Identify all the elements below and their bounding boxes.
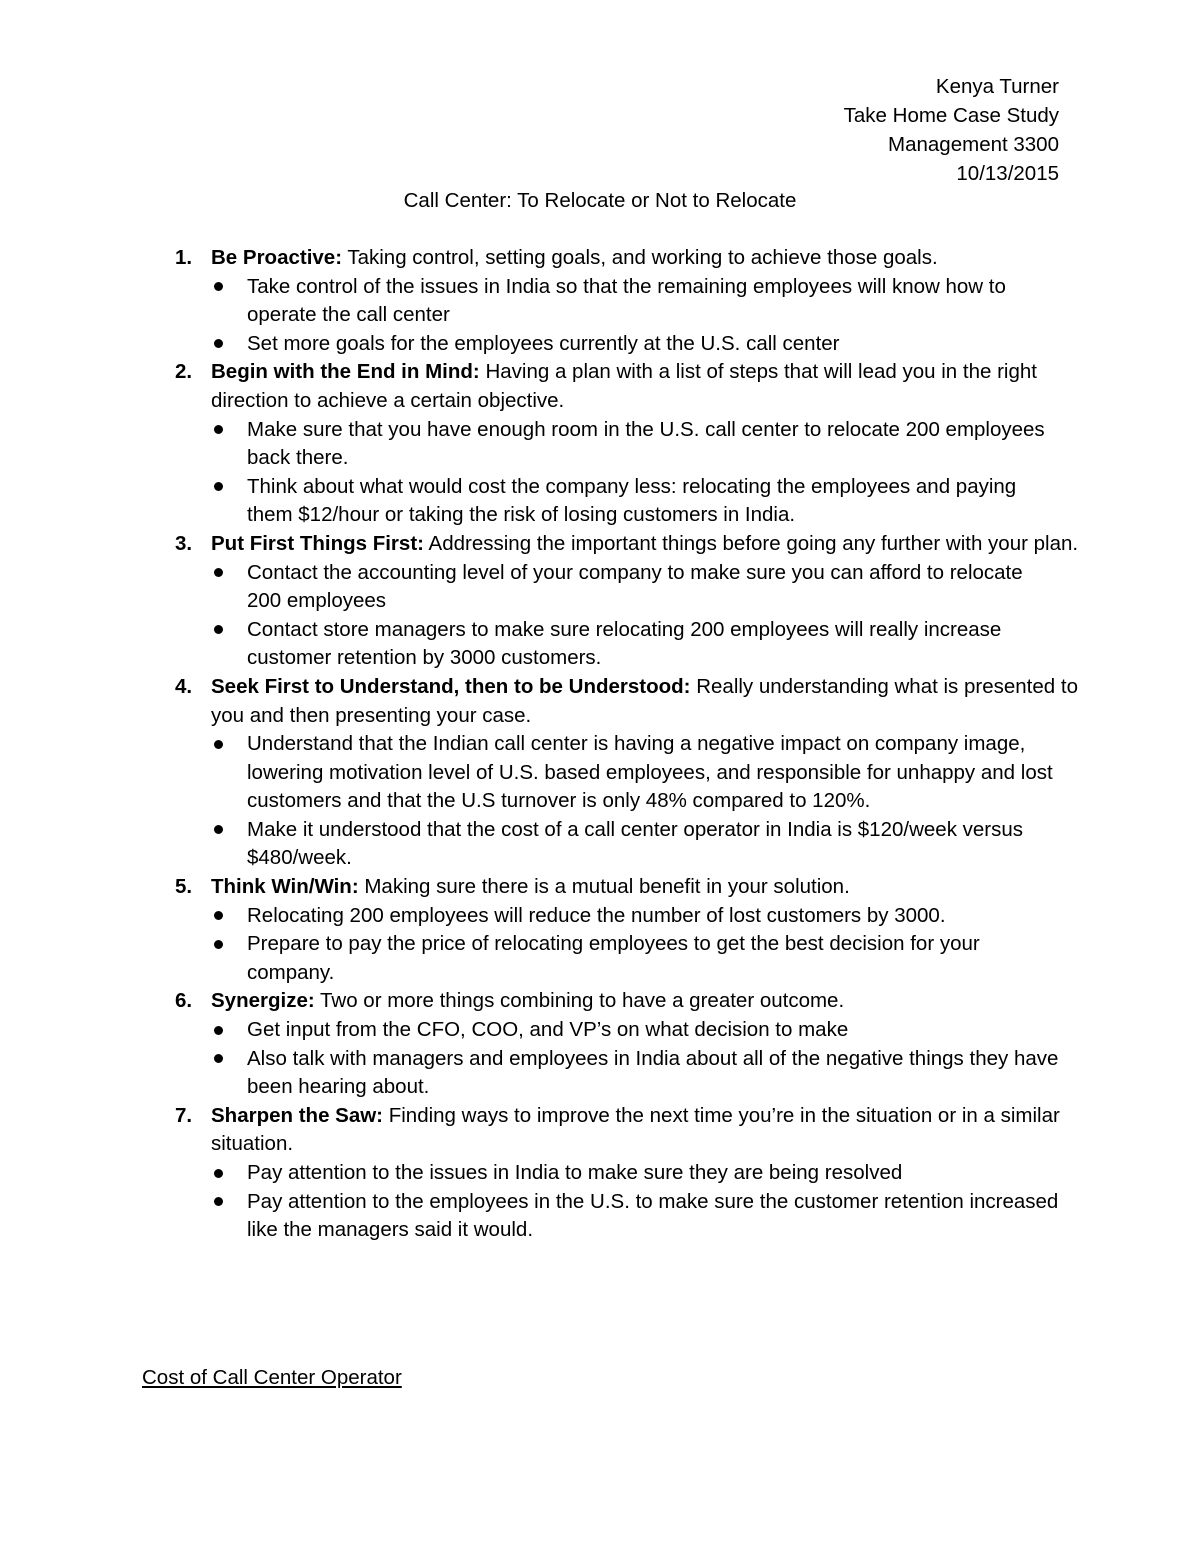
bullet-item (211, 1016, 1080, 1045)
list-item (0, 358, 1200, 530)
bullet-item (211, 616, 1080, 673)
bullet-item (211, 1188, 1080, 1245)
item-text: Taking control, setting goals, and working to achieve those goals. (342, 246, 938, 269)
bullet-list (211, 416, 1080, 530)
bullet-dot-icon (214, 1197, 223, 1206)
bullet-dot-icon (214, 482, 223, 491)
item-number: 2. (175, 360, 193, 384)
bullet-item (211, 473, 1080, 530)
list-item (0, 987, 1200, 1101)
assignment-name: Take Home Case Study (843, 104, 1059, 127)
item-heading: Seek First to Understand, then to be Understood: (211, 674, 691, 698)
bullet-dot-icon (214, 1026, 223, 1035)
item-text: Making sure there is a mutual benefit in your solution. (358, 875, 850, 899)
item-heading: Put First Things First: (211, 531, 424, 555)
list-item (0, 1102, 1200, 1245)
bullet-dot-icon (214, 339, 223, 348)
bullet-dot-icon (214, 282, 223, 291)
bullet-text: Take control of the issues in India so that the remaining employees will know how to operate the call center (247, 274, 1006, 327)
bullet-item (211, 930, 1080, 987)
item-number: 6. (175, 989, 193, 1013)
bullet-list (211, 902, 1080, 988)
item-heading: Begin with the End in Mind: (211, 360, 480, 384)
list-item (0, 673, 1200, 873)
item-heading: Be Proactive: (211, 246, 343, 269)
bullet-dot-icon (214, 568, 223, 577)
bullet-item (211, 416, 1080, 473)
item-text: Finding ways to improve the next time you’re in the situation or in a similar situation. (211, 1103, 1060, 1156)
bullet-text: Understand that the Indian call center is having a negative impact on company image, lowering motivation level of U.S. based employees, and responsible for unhappy and lost customers and that the U.S turnover is only 48% compared to 120%. (247, 732, 1053, 813)
bullet-dot-icon (214, 740, 223, 749)
list-item (0, 873, 1200, 987)
bullet-list (211, 559, 1080, 673)
document-date: 10/13/2015 (956, 162, 1059, 185)
bullet-dot-icon (214, 825, 223, 834)
item-heading: Synergize: (211, 989, 315, 1013)
item-text: Having a plan with a list of steps that will lead you in the right direction to achieve a certain objective. (211, 360, 1037, 412)
item-heading: Think Win/Win: (211, 875, 359, 899)
bullet-text: Make sure that you have enough room in the U.S. call center to relocate 200 employees back there. (247, 417, 1045, 470)
bullet-list (211, 1159, 1080, 1245)
author-name: Kenya Turner (935, 75, 1059, 98)
document-title: Call Center: To Relocate or Not to Relocate (403, 189, 797, 212)
bullet-dot-icon (214, 1054, 223, 1063)
bullet-dot-icon (214, 1169, 223, 1178)
item-number: 4. (175, 674, 193, 698)
bullet-dot-icon (214, 911, 223, 920)
bullet-text: Set more goals for the employees currently at the U.S. call center (247, 331, 840, 355)
bullet-item (211, 330, 1080, 359)
habits-list (0, 244, 1200, 1245)
bullet-text: Prepare to pay the price of relocating employees to get the best decision for your company. (247, 932, 980, 984)
item-heading: Sharpen the Saw: (211, 1103, 384, 1127)
course-name: Management 3300 (888, 133, 1059, 156)
section-heading: Cost of Call Center Operator (142, 1366, 402, 1389)
bullet-list (211, 273, 1080, 359)
bullet-item (211, 816, 1080, 873)
bullet-list (211, 1016, 1080, 1102)
item-text: Addressing the important things before going any further with your plan. (423, 531, 1079, 555)
list-item (0, 530, 1200, 673)
item-number: 1. (175, 246, 193, 269)
list-item (0, 244, 1200, 358)
bullet-dot-icon (214, 625, 223, 634)
bullet-item (211, 730, 1080, 816)
bullet-text: Also talk with managers and employees in India about all of the negative things they have been hearing about. (247, 1046, 1059, 1099)
bullet-text: Pay attention to the issues in India to make sure they are being resolved (247, 1161, 903, 1184)
item-text: Really understanding what is presented to you and then presenting your case. (211, 674, 1078, 727)
bullet-item (211, 1159, 1080, 1188)
document-header (844, 72, 1059, 188)
bullet-text: Pay attention to the employees in the U.S. to make sure the customer retention increased like the managers said it would. (247, 1189, 1059, 1242)
item-number: 7. (175, 1103, 193, 1127)
bullet-item (211, 1045, 1080, 1102)
bullet-list (211, 730, 1080, 873)
item-text: Two or more things combining to have a greater outcome. (314, 989, 845, 1013)
item-number: 3. (175, 531, 193, 555)
bullet-text: Contact store managers to make sure relocating 200 employees will really increase customer retention by 3000 customers. (247, 617, 1002, 670)
bullet-text: Make it understood that the cost of a call center operator in India is $120/week versus $480/week. (247, 817, 1024, 870)
bullet-dot-icon (214, 425, 223, 434)
bullet-text: Get input from the CFO, COO, and VP’s on what decision to make (247, 1018, 849, 1042)
bullet-item (211, 902, 1080, 931)
bullet-dot-icon (214, 940, 223, 949)
item-number: 5. (175, 875, 193, 899)
bullet-text: Contact the accounting level of your company to make sure you can afford to relocate 200 employees (247, 560, 1023, 613)
bullet-item (211, 559, 1080, 616)
bullet-text: Think about what would cost the company less: relocating the employees and paying them $12/hour or taking the risk of losing customers in India. (247, 474, 1017, 527)
bullet-item (211, 273, 1080, 330)
bullet-text: Relocating 200 employees will reduce the number of lost customers by 3000. (247, 903, 946, 927)
